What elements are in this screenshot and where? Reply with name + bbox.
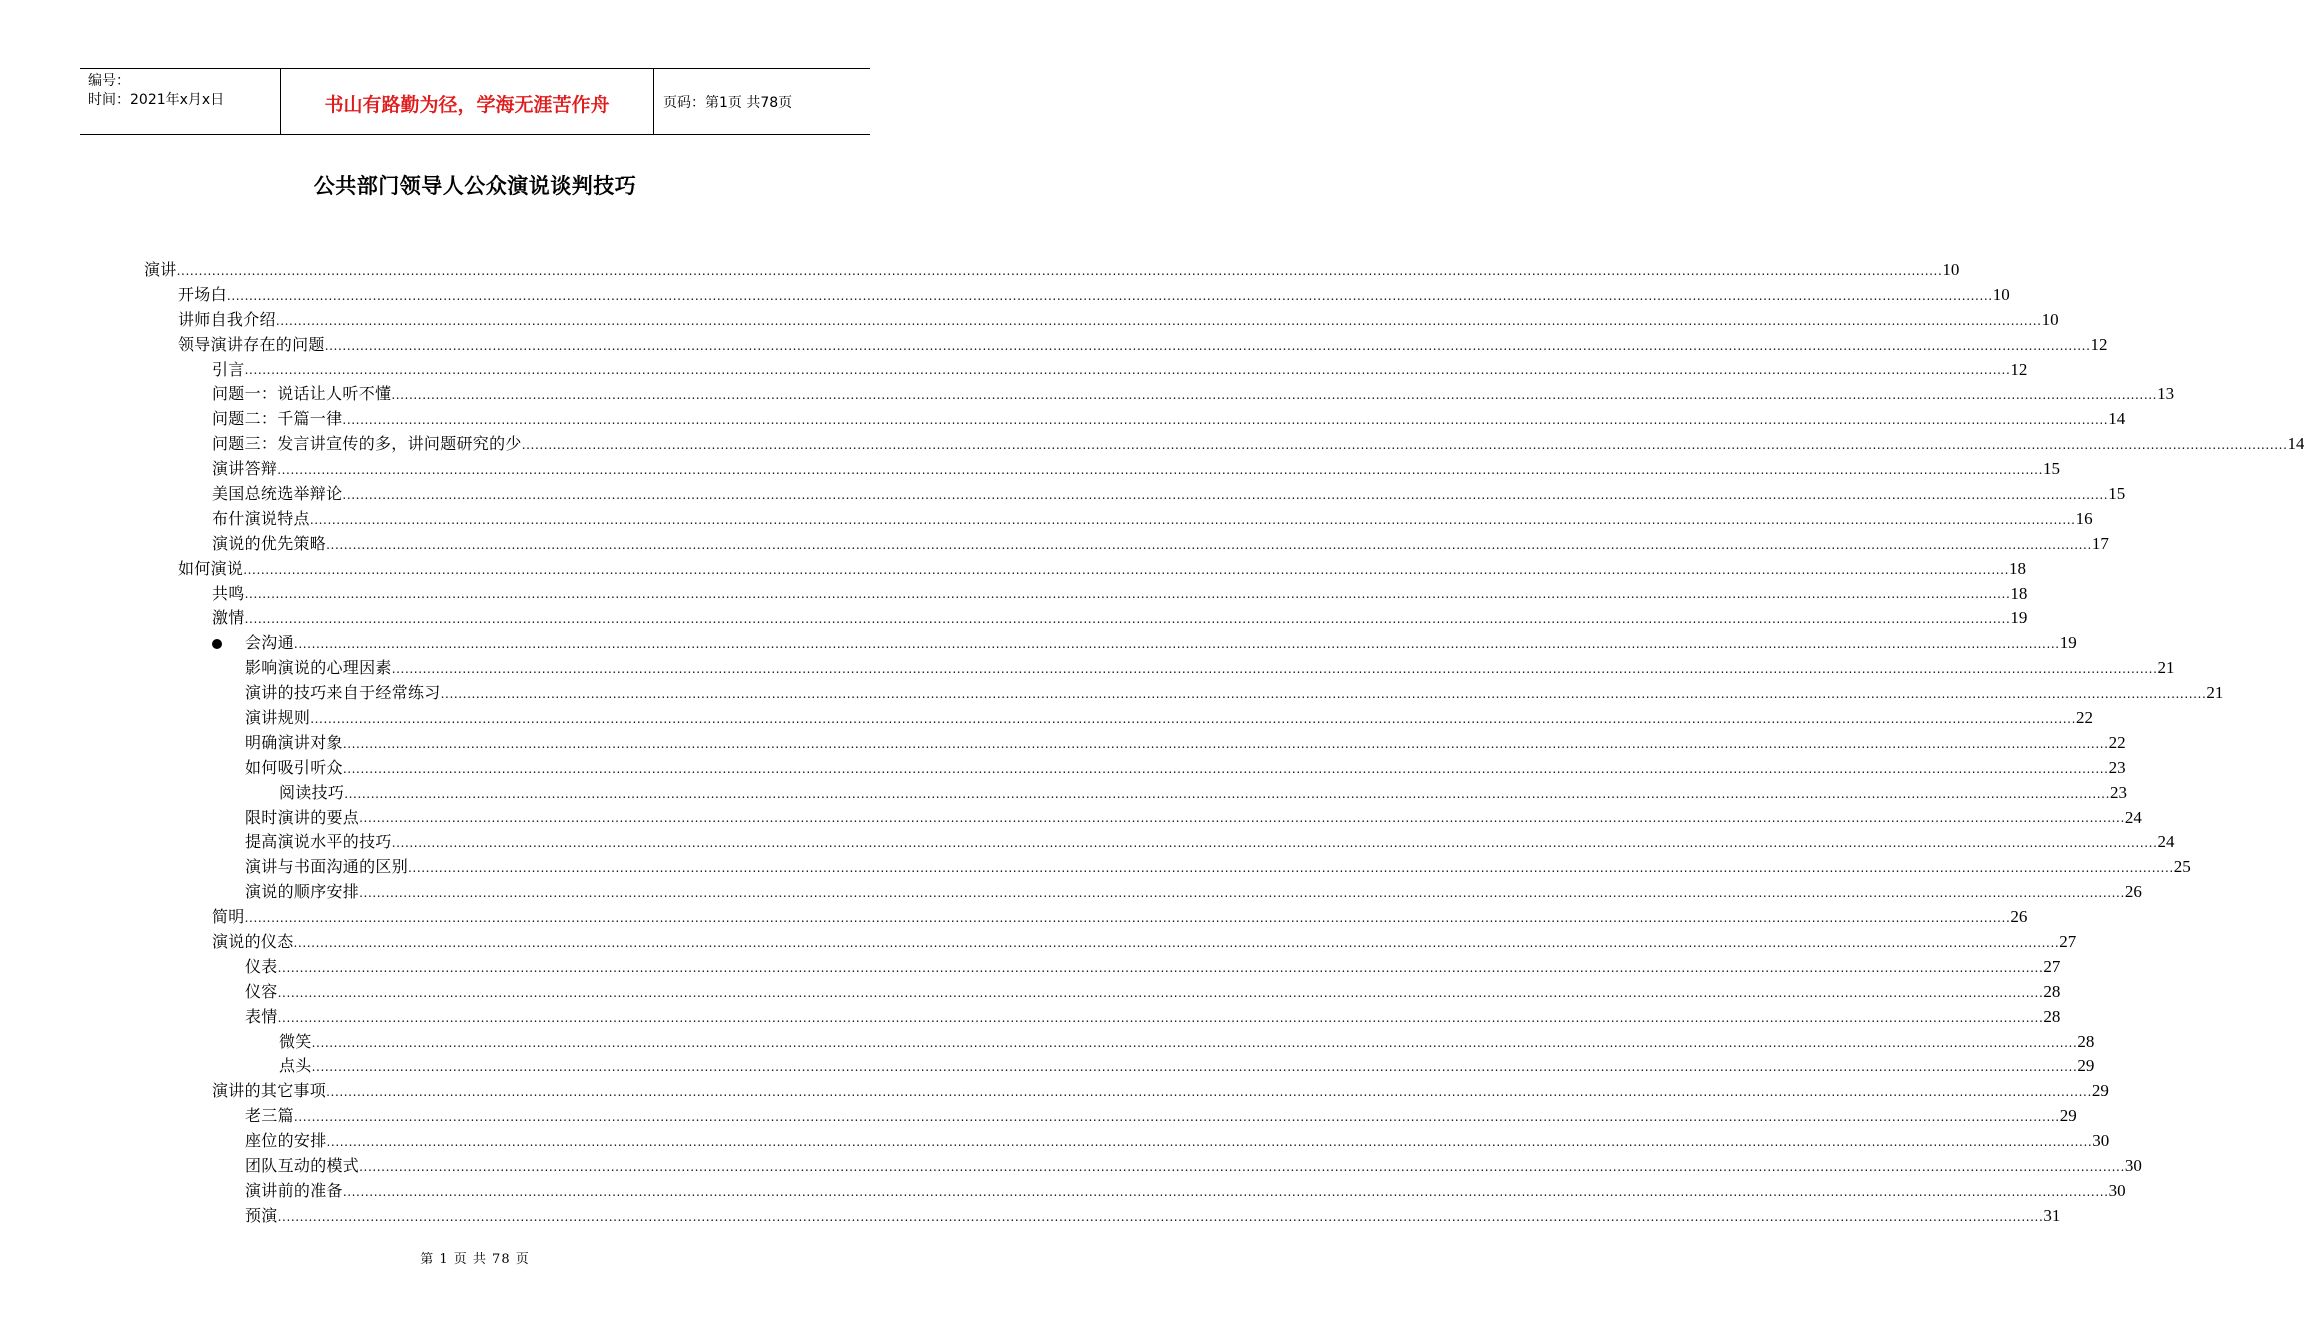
toc-entry-title: 点头 [279,1056,312,1076]
toc-entry-page-number: 18 [2010,583,2028,603]
toc-entry[interactable] [144,333,2108,358]
toc-dot-leader: ................................................................................................................................................................................................................................................................................................................................................................................................................ [244,363,2011,378]
toc-entry[interactable] [144,706,2093,731]
toc-dot-leader: ................................................................................................................................................................................................................................................................................................................................................................................................................ [277,960,2044,975]
toc-dot-leader: ................................................................................................................................................................................................................................................................................................................................................................................................................ [244,612,2011,627]
toc-dot-leader: ................................................................................................................................................................................................................................................................................................................................................................................................................ [277,1010,2044,1025]
toc-entry-title: 演说的优先策略 [212,533,327,553]
toc-entry-page-number: 16 [2075,508,2093,528]
toc-entry-page-number: 13 [2157,384,2175,404]
toc-entry[interactable] [144,407,2126,432]
toc-entry[interactable] [144,532,2109,557]
toc-entry[interactable] [144,1154,2142,1179]
toc-entry-title: 问题二：千篇一律 [212,409,343,429]
toc-entry-title: 团队互动的模式 [245,1156,360,1176]
toc-entry-title: 演讲答辩 [212,459,278,479]
toc-entry-title: 美国总统选举辩论 [212,484,343,503]
toc-dot-leader: ................................................................................................................................................................................................................................................................................................................................................................................................................ [359,886,2125,901]
toc-entry-title: 激情 [212,608,245,628]
toc-entry-title: 演说的仪态 [212,932,294,952]
toc-entry-page-number: 10 [1992,284,2010,304]
toc-dot-leader: ................................................................................................................................................................................................................................................................................................................................................................................................................ [440,687,2207,702]
toc-entry-title: 共鸣 [212,583,245,603]
toc-entry-page-number: 14 [2287,434,2304,454]
toc-entry[interactable] [144,806,2142,831]
toc-entry[interactable] [144,1179,2126,1204]
toc-entry-title: 问题一：说话让人听不懂 [212,384,392,404]
toc-entry-page-number: 25 [2173,857,2191,877]
toc-entry-title: 开场白 [178,284,227,304]
toc-entry-page-number: 10 [1942,259,1960,279]
toc-entry[interactable] [144,557,2026,582]
toc-entry-page-number: 19 [2010,608,2028,628]
toc-entry-page-number: 30 [2124,1156,2142,1176]
toc-entry[interactable] [144,582,2028,607]
toc-entry-page-number: 23 [2108,757,2126,777]
toc-entry[interactable] [144,1204,2061,1229]
toc-entry-page-number: 26 [2124,882,2142,902]
toc-entry-title: 简明 [212,907,245,927]
toc-entry[interactable] [144,606,2028,631]
toc-entry-page-number: 23 [2109,782,2127,802]
toc-entry-page-number: 12 [2090,334,2108,354]
toc-entry[interactable] [144,1005,2061,1030]
toc-dot-leader: ................................................................................................................................................................................................................................................................................................................................................................................................................ [342,1184,2109,1199]
toc-entry-page-number: 10 [2041,309,2059,329]
toc-dot-leader: ................................................................................................................................................................................................................................................................................................................................................................................................................ [176,263,1943,278]
toc-dot-leader: ................................................................................................................................................................................................................................................................................................................................................................................................................ [342,413,2109,428]
toc-dot-leader: ................................................................................................................................................................................................................................................................................................................................................................................................................ [309,512,2076,527]
toc-entry-title: 阅读技巧 [279,782,345,802]
toc-entry[interactable] [144,1055,2095,1080]
toc-dot-leader: ................................................................................................................................................................................................................................................................................................................................................................................................................ [275,313,2042,328]
toc-entry-title: 演讲的技巧来自于经常练习 [245,683,441,703]
toc-dot-leader: ................................................................................................................................................................................................................................................................................................................................................................................................................ [293,637,2060,652]
toc-entry-page-number: 22 [2108,732,2126,752]
toc-dot-leader: ................................................................................................................................................................................................................................................................................................................................................................................................................ [521,438,2288,453]
toc-entry-page-number: 15 [2108,484,2126,503]
toc-entry-page-number: 12 [2010,359,2028,379]
toc-entry-page-number: 24 [2157,832,2175,852]
toc-entry-page-number: 19 [2059,633,2077,653]
toc-entry-title: 影响演说的心理因素 [245,658,392,678]
toc-entry-title: 仪容 [245,981,278,1001]
document-title: 公共部门领导人公众演说谈判技巧 [313,174,637,198]
toc-dot-leader: ................................................................................................................................................................................................................................................................................................................................................................................................................ [277,463,2043,478]
toc-dot-leader: ................................................................................................................................................................................................................................................................................................................................................................................................................ [293,935,2060,950]
toc-dot-leader: ................................................................................................................................................................................................................................................................................................................................................................................................................ [293,1110,2060,1125]
toc-entry-page-number: 26 [2010,907,2028,927]
toc-entry-page-number: 29 [2059,1106,2077,1126]
toc-entry-title: 问题三：发言讲宣传的多，讲问题研究的少 [212,434,522,454]
toc-entry-page-number: 30 [2108,1180,2126,1200]
toc-entry-page-number: 30 [2092,1131,2110,1151]
toc-dot-leader: ................................................................................................................................................................................................................................................................................................................................................................................................................ [226,288,1993,303]
toc-entry-title: 演讲 [144,259,177,279]
toc-entry-title: 老三篇 [245,1106,294,1126]
document-meta [80,69,281,134]
toc-entry-page-number: 21 [2206,683,2224,703]
toc-entry[interactable] [144,681,2224,706]
toc-entry[interactable] [144,1104,2077,1129]
header-page-info: 页码：第1页 共78页 [663,94,793,111]
toc-entry[interactable] [144,980,2061,1005]
toc-dot-leader: ................................................................................................................................................................................................................................................................................................................................................................................................................ [243,562,2009,577]
toc-entry-title: 如何演说 [178,558,244,578]
toc-entry-title: 如何吸引听众 [245,757,343,777]
page-header [80,68,870,135]
toc-entry-title: 提高演说水平的技巧 [245,832,392,852]
toc-dot-leader: ................................................................................................................................................................................................................................................................................................................................................................................................................ [359,1159,2125,1174]
toc-entry-title: 布什演说特点 [212,508,310,528]
toc-entry[interactable] [144,830,2175,855]
toc-dot-leader: ................................................................................................................................................................................................................................................................................................................................................................................................................ [359,811,2125,826]
toc-dot-leader: ................................................................................................................................................................................................................................................................................................................................................................................................................ [244,587,2011,602]
toc-entry-page-number: 24 [2124,807,2142,827]
toc-entry-title: 引言 [212,359,245,379]
toc-entry[interactable] [144,731,2126,756]
toc-entry-title: 演讲与书面沟通的区别 [245,857,409,877]
toc-entry[interactable] [144,283,2010,308]
toc-entry-page-number: 27 [2043,956,2061,976]
toc-dot-leader: ................................................................................................................................................................................................................................................................................................................................................................................................................ [311,1060,2078,1075]
toc-entry[interactable] [144,781,2127,806]
toc-dot-leader: ................................................................................................................................................................................................................................................................................................................................................................................................................ [342,487,2109,502]
toc-entry[interactable] [144,482,2126,507]
toc-entry[interactable] [144,880,2142,905]
toc-entry-page-number: 28 [2077,1031,2095,1051]
toc-entry[interactable] [144,507,2093,532]
toc-dot-leader: ................................................................................................................................................................................................................................................................................................................................................................................................................ [310,711,2076,726]
toc-entry-title: 限时演讲的要点 [245,807,360,827]
toc-entry-title: 座位的安排 [245,1131,327,1151]
toc-dot-leader: ................................................................................................................................................................................................................................................................................................................................................................................................................ [391,662,2158,677]
toc-entry-title: 明确演讲对象 [245,732,343,752]
toc-entry-page-number: 14 [2108,409,2126,429]
toc-entry-page-number: 29 [2077,1056,2095,1076]
header-motto: 书山有路勤为径，学海无涯苦作舟 [281,69,654,134]
toc-dot-leader: ................................................................................................................................................................................................................................................................................................................................................................................................................ [244,911,2011,926]
toc-entry[interactable] [144,1079,2109,1104]
toc-entry[interactable] [144,308,2059,333]
bullet-icon [212,639,222,649]
toc-entry-title: 仪表 [245,956,278,976]
toc-dot-leader: ................................................................................................................................................................................................................................................................................................................................................................................................................ [324,338,2091,353]
document-number-label: 编号： [88,73,130,89]
toc-entry-title: 讲师自我介绍 [178,309,276,329]
toc-entry-title: 演讲前的准备 [245,1180,343,1200]
toc-entry[interactable] [144,457,2060,482]
toc-entry[interactable] [144,432,2304,457]
toc-entry-page-number: 27 [2059,932,2077,952]
toc-entry-title: 领导演讲存在的问题 [178,334,325,354]
table-of-contents [144,258,2304,1229]
toc-entry[interactable] [144,855,2191,880]
toc-entry[interactable] [144,955,2061,980]
toc-entry-title: 演说的顺序安排 [245,882,360,902]
toc-entry-title: 演讲规则 [245,708,311,728]
toc-entry-title: 演讲的其它事项 [212,1081,327,1101]
toc-dot-leader: ................................................................................................................................................................................................................................................................................................................................................................................................................ [326,1135,2093,1150]
toc-entry[interactable] [144,382,2175,407]
toc-entry-page-number: 21 [2157,658,2175,678]
toc-entry[interactable] [144,631,2077,656]
toc-dot-leader: ................................................................................................................................................................................................................................................................................................................................................................................................................ [391,836,2158,851]
toc-entry-page-number: 15 [2042,459,2060,479]
toc-entry[interactable] [144,756,2126,781]
toc-entry-page-number: 28 [2043,981,2061,1001]
toc-entry-title: 会沟通 [245,633,294,653]
toc-entry[interactable] [144,930,2077,955]
toc-entry[interactable] [144,656,2175,681]
page-footer: 第 1 页 共 78 页 [420,1252,530,1267]
toc-entry[interactable] [144,1129,2110,1154]
toc-dot-leader: ................................................................................................................................................................................................................................................................................................................................................................................................................ [342,761,2109,776]
toc-entry[interactable] [144,905,2028,930]
toc-entry-page-number: 29 [2091,1081,2109,1101]
toc-entry-title: 微笑 [279,1031,312,1051]
toc-entry-page-number: 31 [2043,1205,2061,1225]
toc-entry-title: 表情 [245,1006,278,1026]
toc-dot-leader: ................................................................................................................................................................................................................................................................................................................................................................................................................ [344,786,2110,801]
toc-dot-leader: ................................................................................................................................................................................................................................................................................................................................................................................................................ [326,1085,2092,1100]
toc-dot-leader: ................................................................................................................................................................................................................................................................................................................................................................................................................ [311,1035,2078,1050]
toc-dot-leader: ................................................................................................................................................................................................................................................................................................................................................................................................................ [391,388,2158,403]
toc-entry[interactable] [144,258,1960,283]
document-date: 时间：2021年x月x日 [88,92,225,108]
toc-entry[interactable] [144,358,2028,383]
toc-entry-page-number: 28 [2043,1006,2061,1026]
toc-dot-leader: ................................................................................................................................................................................................................................................................................................................................................................................................................ [277,985,2044,1000]
toc-dot-leader: ................................................................................................................................................................................................................................................................................................................................................................................................................ [277,1209,2044,1224]
toc-dot-leader: ................................................................................................................................................................................................................................................................................................................................................................................................................ [408,861,2174,876]
toc-dot-leader: ................................................................................................................................................................................................................................................................................................................................................................................................................ [326,537,2092,552]
toc-entry-page-number: 22 [2075,708,2093,728]
toc-entry[interactable] [144,1030,2095,1055]
toc-dot-leader: ................................................................................................................................................................................................................................................................................................................................................................................................................ [342,736,2109,751]
toc-entry-page-number: 17 [2091,533,2109,553]
toc-entry-page-number: 18 [2008,558,2026,578]
toc-entry-title: 预演 [245,1205,278,1225]
